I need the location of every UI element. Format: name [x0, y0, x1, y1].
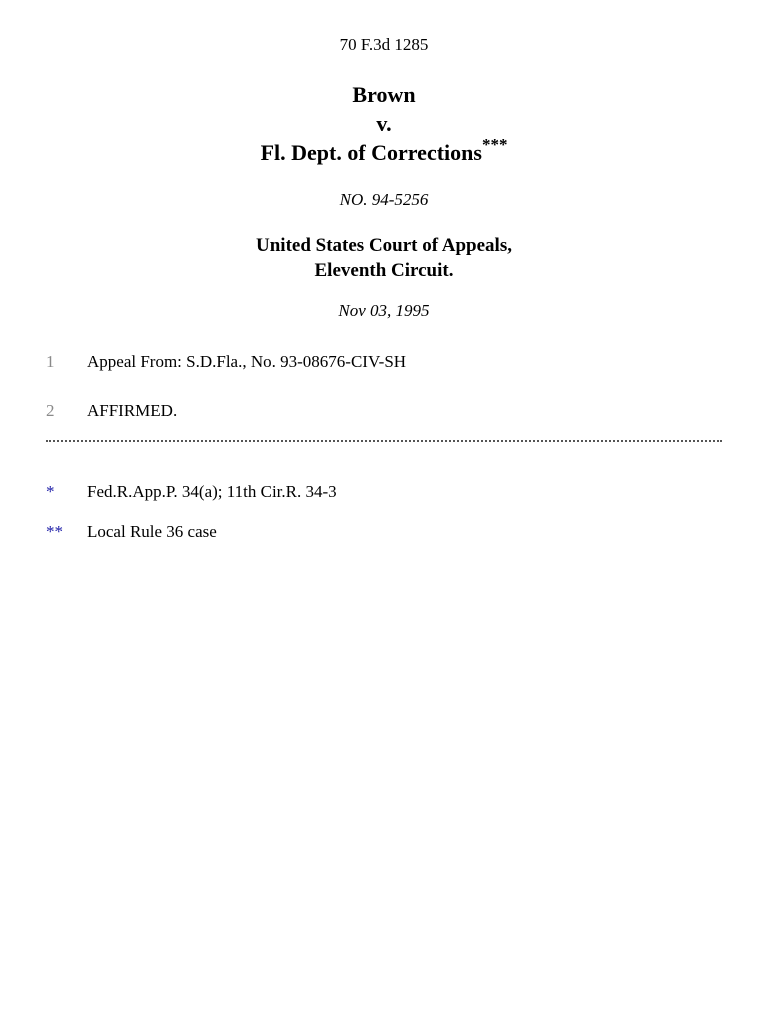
party-two-line	[0, 134, 768, 167]
paragraph-text: Appeal From: S.D.Fla., No. 93-08676-CIV-SH	[87, 352, 407, 371]
decision-date: Nov 03, 1995	[338, 301, 430, 320]
party-one: Brown	[352, 82, 416, 107]
footnote-marker-link[interactable]: **	[46, 522, 63, 541]
case-citation: 70 F.3d 1285	[339, 35, 429, 54]
title-footnote-link[interactable]: ***	[481, 134, 508, 154]
versus: v.	[376, 111, 392, 136]
paragraph-number: 1	[46, 352, 55, 371]
footnote-marker-link[interactable]: *	[46, 482, 55, 501]
case-title	[0, 80, 768, 167]
party-two: Fl. Dept. of Corrections	[260, 140, 482, 165]
paragraph-number: 2	[46, 401, 55, 420]
footnote-text: Local Rule 36 case	[87, 522, 217, 541]
paragraph-text: AFFIRMED.	[87, 401, 178, 420]
footnote-divider	[46, 440, 722, 442]
docket-number: NO. 94-5256	[339, 190, 429, 209]
court-name	[0, 233, 768, 283]
court-name-line-1: United States Court of Appeals,	[256, 235, 512, 256]
court-name-line-2: Eleventh Circuit.	[314, 260, 454, 281]
footnote-text: Fed.R.App.P. 34(a); 11th Cir.R. 34-3	[87, 482, 337, 501]
